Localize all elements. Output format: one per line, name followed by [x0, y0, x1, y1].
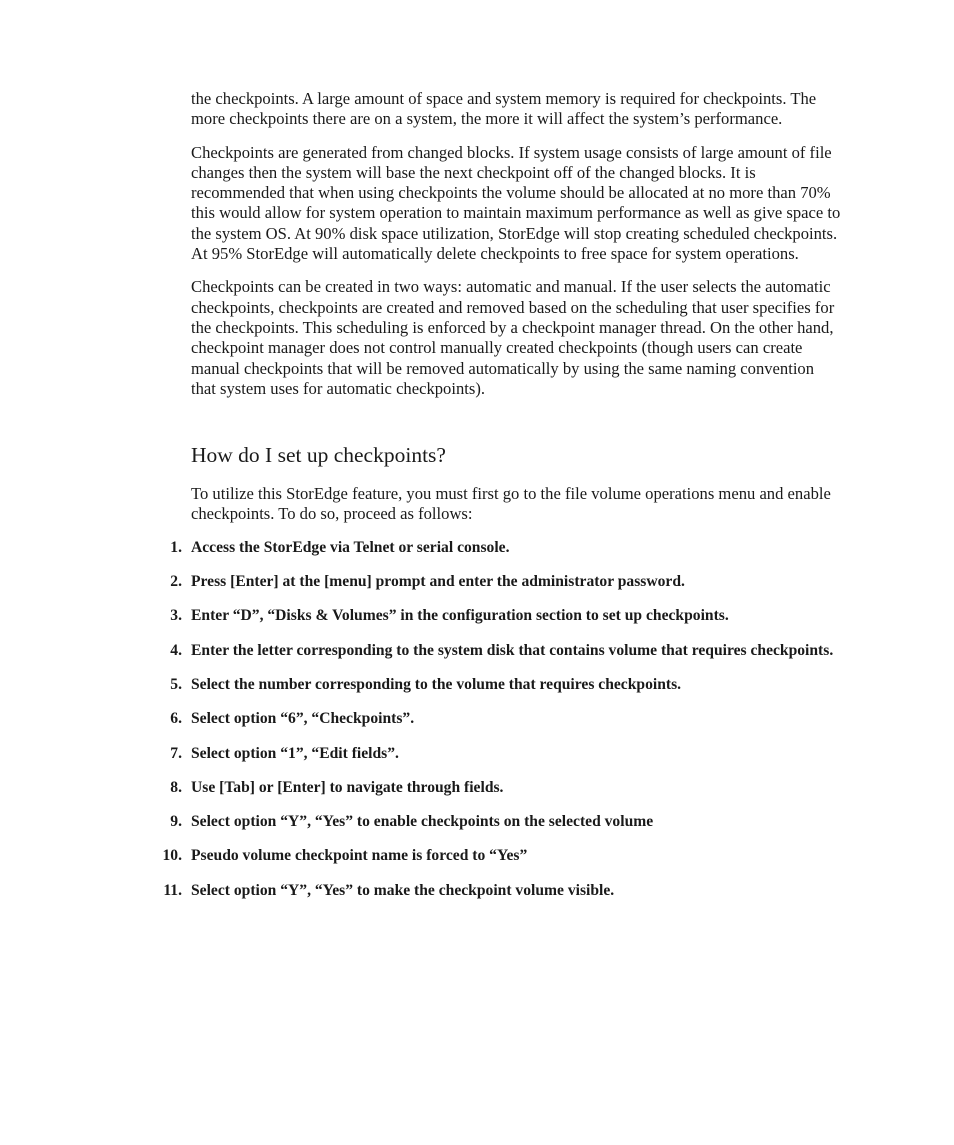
step-item — [163, 881, 841, 901]
step-text: Use [Tab] or [Enter] to navigate through fields. — [191, 778, 504, 796]
page-content — [162, 89, 841, 915]
step-item — [170, 572, 841, 592]
step-item — [170, 641, 841, 661]
step-text: Press [Enter] at the [menu] prompt and enter the administrator password. — [191, 573, 685, 591]
step-text: Enter “D”, “Disks & Volumes” in the configuration section to set up checkpoints. — [191, 607, 729, 625]
step-item — [170, 778, 841, 798]
paragraph-changed-blocks: Checkpoints are generated from changed blocks. If system usage consists of large amount of file changes then the system will base the next checkpoint off of the changed blocks. It is recommended that when using checkpoints the volume should be allocated at no more than 70% this would allow for system operation to maintain maximum performance as well as give space to the system OS. At 90% disk space utilization, StorEdge will stop creating scheduled checkpoints. At 95% StorEdge will automatically delete checkpoints to free space for system operations. — [191, 142, 841, 264]
section-heading: How do I set up checkpoints? — [191, 443, 446, 468]
step-number: 8. — [170, 778, 182, 796]
step-number: 1. — [170, 538, 182, 556]
paragraph-creation-modes: Checkpoints can be created in two ways: automatic and manual. If the user selects the automatic checkpoints, checkpoints are created and removed based on the scheduling that user specifies for the checkpoints. This scheduling is enforced by a checkpoint manager thread. On the other hand, checkpoint manager does not control manually created checkpoints (though users can create manual checkpoints that will be removed automatically by using the same naming convention that system uses for automatic checkpoints). — [191, 277, 835, 398]
step-item — [170, 744, 841, 764]
step-text: Pseudo volume checkpoint name is forced to “Yes” — [191, 847, 528, 865]
step-text: Select the number corresponding to the volume that requires checkpoints. — [191, 675, 682, 693]
step-number: 3. — [170, 607, 182, 625]
step-number: 2. — [170, 573, 182, 591]
step-item — [170, 812, 841, 832]
step-text: Access the StorEdge via Telnet or serial console. — [191, 538, 510, 556]
step-number: 5. — [170, 675, 182, 693]
step-number: 9. — [170, 813, 182, 831]
step-item — [162, 846, 841, 866]
step-item — [170, 606, 841, 626]
step-number: 11. — [163, 881, 182, 899]
step-text: Select option “1”, “Edit fields”. — [191, 744, 399, 762]
step-number: 6. — [170, 710, 182, 728]
step-item — [170, 709, 841, 729]
step-text: Select option “6”, “Checkpoints”. — [191, 710, 415, 728]
step-item — [170, 675, 841, 695]
step-number: 7. — [170, 744, 182, 762]
step-number: 4. — [170, 641, 182, 659]
step-text: Enter the letter corresponding to the system disk that contains volume that requires checkpoints. — [191, 641, 834, 659]
step-number: 10. — [162, 847, 182, 865]
step-item — [170, 538, 841, 558]
paragraph-checkpoint-resources: the checkpoints. A large amount of space and system memory is required for checkpoints. The more checkpoints there are on a system, the more it will affect the system’s performance. — [191, 89, 817, 129]
section-intro: To utilize this StorEdge feature, you must first go to the file volume operations menu and enable checkpoints. To do so, proceed as follows: — [191, 484, 831, 524]
step-text: Select option “Y”, “Yes” to make the checkpoint volume visible. — [191, 881, 615, 899]
step-text: Select option “Y”, “Yes” to enable checkpoints on the selected volume — [191, 813, 654, 831]
setup-steps-list — [162, 538, 841, 901]
